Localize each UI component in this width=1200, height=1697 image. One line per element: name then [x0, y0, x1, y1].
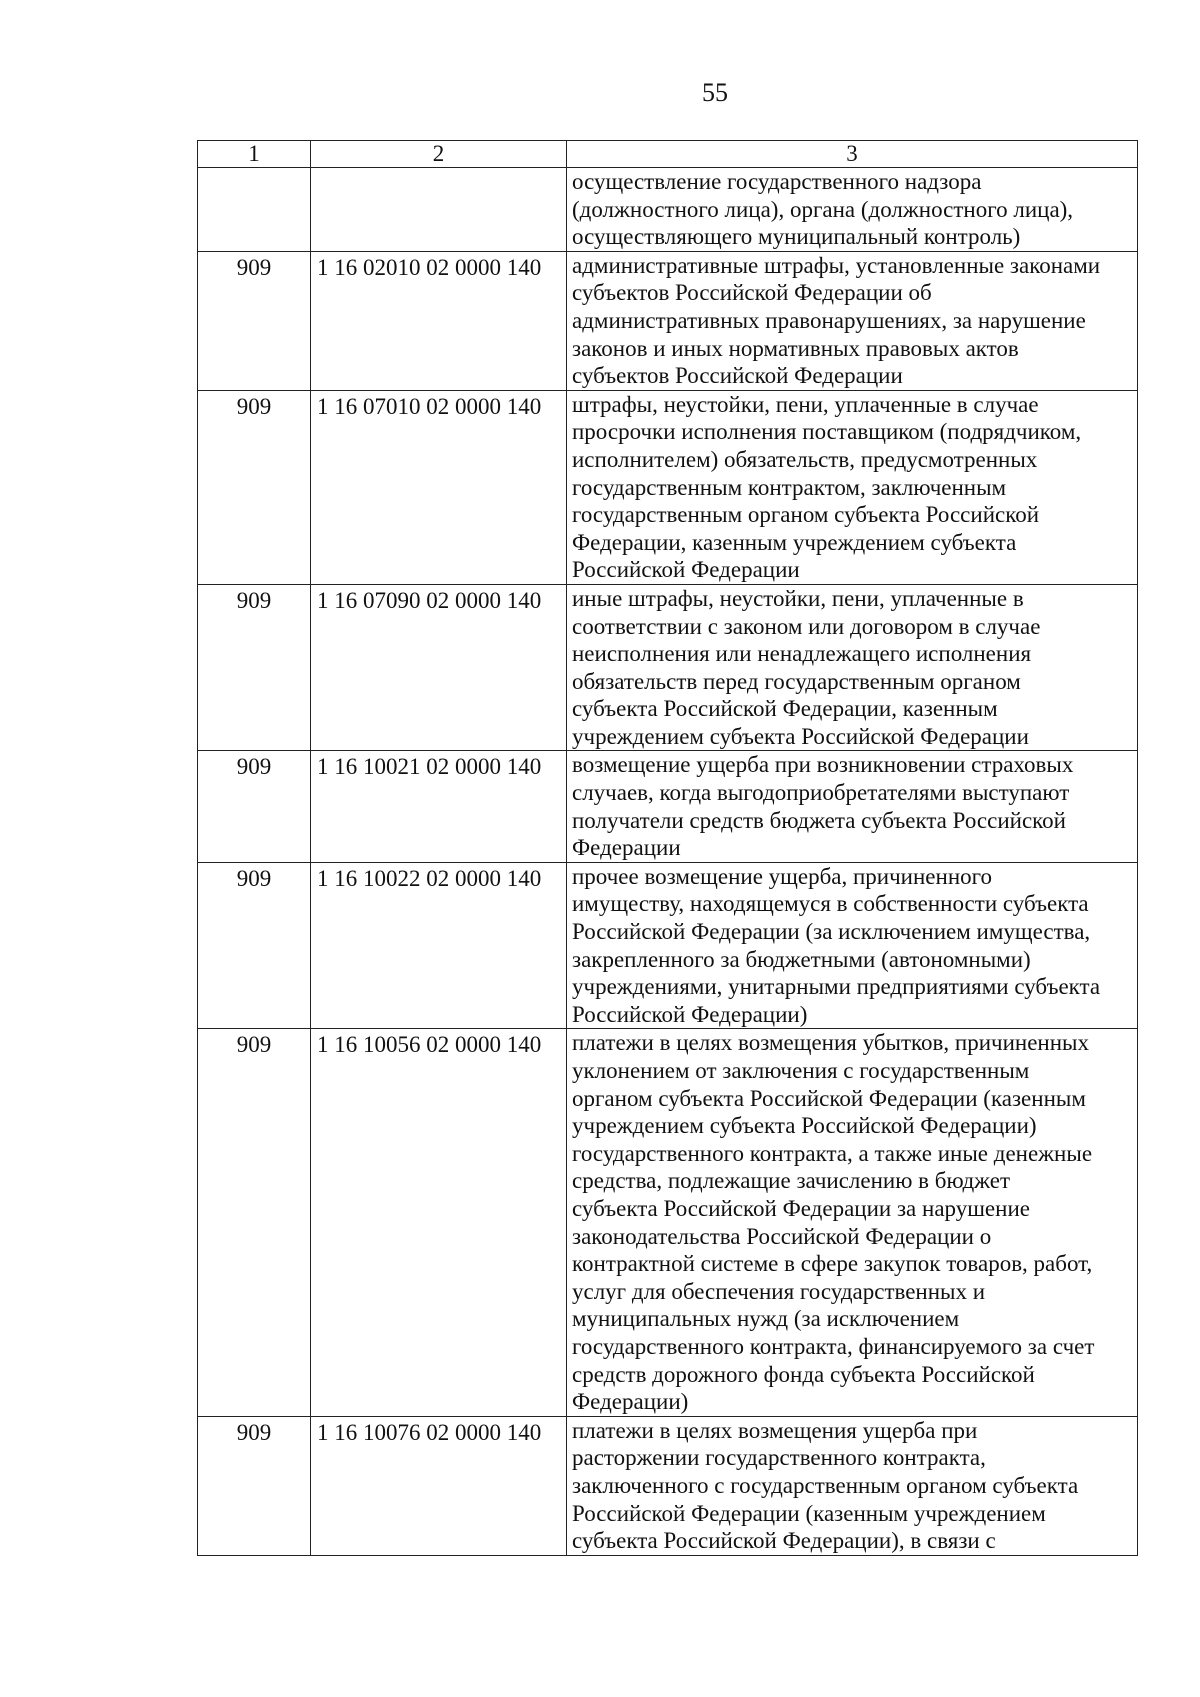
- table-row: [198, 584, 1138, 751]
- table-row: [198, 751, 1138, 862]
- page-number: 55: [702, 78, 728, 107]
- description-line: законов и иных нормативных правовых актов: [572, 335, 1019, 361]
- description-line: получатели средств бюджета субъекта Российской: [572, 807, 1066, 833]
- description-line: платежи в целях возмещения ущерба при: [572, 1417, 978, 1443]
- description-line: просрочки исполнения поставщиком (подрядчиком,: [572, 419, 1082, 445]
- description-line: имуществу, находящемуся в собственности субъекта: [572, 891, 1089, 917]
- admin-code-cell: 909: [198, 584, 311, 751]
- description-cell: [567, 751, 1138, 862]
- description-cell: [567, 251, 1138, 390]
- budget-code-cell: 1 16 10056 02 0000 140: [311, 1029, 567, 1416]
- description-cell: [567, 1416, 1138, 1555]
- description-line: (должностного лица), органа (должностного лица),: [572, 196, 1074, 222]
- budget-code-cell: 1 16 10076 02 0000 140: [311, 1416, 567, 1555]
- description-line: административных правонарушениях, за нарушение: [572, 307, 1086, 333]
- table-row: [198, 1416, 1138, 1555]
- description-line: органом субъекта Российской Федерации (казенным: [572, 1085, 1086, 1111]
- admin-code-cell: 909: [198, 390, 311, 584]
- admin-code-cell: 909: [198, 751, 311, 862]
- admin-code-cell: 909: [198, 862, 311, 1029]
- table-row: [198, 1029, 1138, 1416]
- description-line: государственным органом субъекта Российской: [572, 502, 1040, 528]
- description-line: Федерации: [572, 835, 681, 861]
- description-line: субъектов Российской Федерации: [572, 363, 903, 389]
- description-line: обязательств перед государственным органом: [572, 668, 1021, 694]
- description-line: учреждением субъекта Российской Федерации): [572, 1113, 1037, 1139]
- admin-code-cell: [198, 168, 311, 252]
- description-line: средств дорожного фонда субъекта Российской: [572, 1361, 1035, 1387]
- budget-classification-table: [197, 140, 1138, 1556]
- description-line: осуществление государственного надзора: [572, 169, 982, 194]
- budget-code-cell: 1 16 10021 02 0000 140: [311, 751, 567, 862]
- description-line: субъектов Российской Федерации об: [572, 280, 932, 306]
- description-line: контрактной системе в сфере закупок товаров, работ,: [572, 1251, 1093, 1277]
- budget-code-cell: [311, 168, 567, 252]
- table-body: [198, 168, 1138, 1556]
- table-row: [198, 251, 1138, 390]
- description-line: услуг для обеспечения государственных и: [572, 1278, 986, 1304]
- description-line: заключенного с государственным органом субъекта: [572, 1472, 1079, 1498]
- description-line: неисполнения или ненадлежащего исполнения: [572, 641, 1032, 667]
- description-line: осуществляющего муниципальный контроль): [572, 224, 1021, 250]
- table-row: [198, 168, 1138, 252]
- budget-code-cell: 1 16 07090 02 0000 140: [311, 584, 567, 751]
- description-line: соответствии с законом или договором в случае: [572, 613, 1041, 639]
- description-line: Федерации, казенным учреждением субъекта: [572, 529, 1017, 555]
- column-header-1: 1: [198, 141, 311, 168]
- description-line: случаев, когда выгодоприобретателями выступают: [572, 780, 1070, 806]
- description-cell: [567, 862, 1138, 1029]
- description-line: Федерации): [572, 1389, 689, 1415]
- description-line: Российской Федерации): [572, 1001, 808, 1027]
- description-line: прочее возмещение ущерба, причиненного: [572, 863, 992, 889]
- description-line: средства, подлежащие зачислению в бюджет: [572, 1168, 1011, 1194]
- table-row: [198, 390, 1138, 584]
- description-cell: [567, 584, 1138, 751]
- table-header: [198, 141, 1138, 168]
- description-line: Российской Федерации (казенным учреждением: [572, 1500, 1046, 1526]
- budget-code-cell: 1 16 07010 02 0000 140: [311, 390, 567, 584]
- admin-code-cell: 909: [198, 1029, 311, 1416]
- description-line: субъекта Российской Федерации), в связи с: [572, 1528, 996, 1554]
- header-row: [198, 141, 1138, 168]
- description-line: государственным контрактом, заключенным: [572, 474, 1007, 500]
- description-line: уклонением от заключения с государственным: [572, 1058, 1030, 1083]
- description-line: Российской Федерации: [572, 557, 800, 583]
- description-cell: [567, 390, 1138, 584]
- description-line: Российской Федерации (за исключением имущества,: [572, 919, 1091, 945]
- description-line: учреждением субъекта Российской Федерации: [572, 723, 1029, 749]
- description-line: иные штрафы, неустойки, пени, уплаченные в: [572, 585, 1024, 611]
- description-line: возмещение ущерба при возникновении страховых: [572, 752, 1074, 778]
- description-line: учреждениями, унитарными предприятиями субъекта: [572, 974, 1101, 1000]
- admin-code-cell: 909: [198, 1416, 311, 1555]
- column-header-2: 2: [311, 141, 567, 168]
- description-line: платежи в целях возмещения убытков, причиненных: [572, 1030, 1089, 1056]
- description-line: законодательства Российской Федерации о: [572, 1223, 992, 1249]
- description-line: субъекта Российской Федерации, казенным: [572, 696, 998, 722]
- description-line: закрепленного за бюджетными (автономными): [572, 946, 1031, 972]
- description-cell: [567, 168, 1138, 252]
- description-line: исполнителем) обязательств, предусмотренных: [572, 446, 1038, 472]
- admin-code-cell: 909: [198, 251, 311, 390]
- description-line: субъекта Российской Федерации за нарушение: [572, 1195, 1030, 1221]
- description-line: муниципальных нужд (за исключением: [572, 1306, 960, 1332]
- description-cell: [567, 1029, 1138, 1416]
- budget-code-cell: 1 16 10022 02 0000 140: [311, 862, 567, 1029]
- description-line: административные штрафы, установленные законами: [572, 252, 1101, 278]
- table-row: [198, 862, 1138, 1029]
- budget-code-cell: 1 16 02010 02 0000 140: [311, 251, 567, 390]
- column-header-3: 3: [567, 141, 1138, 168]
- description-line: государственного контракта, а также иные денежные: [572, 1140, 1093, 1166]
- description-line: штрафы, неустойки, пени, уплаченные в случае: [572, 391, 1039, 417]
- description-line: государственного контракта, финансируемого за счет: [572, 1333, 1095, 1359]
- description-line: расторжении государственного контракта,: [572, 1445, 986, 1471]
